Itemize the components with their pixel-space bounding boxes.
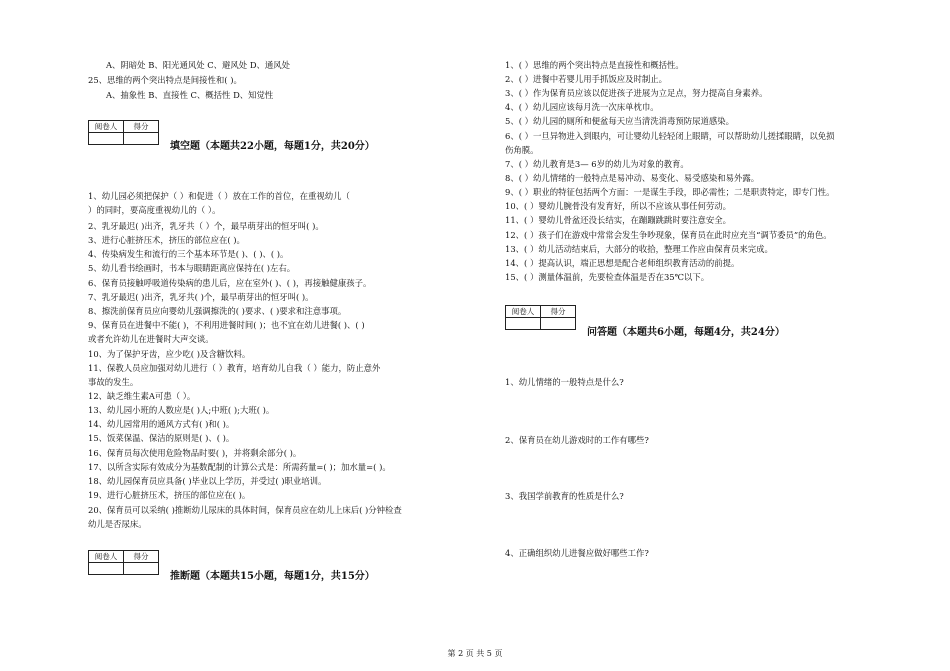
list-item: 17、以所含实际有效成分为基数配制的计算公式是：所需药量=( )；加水量=( )。: [88, 462, 391, 472]
list-item: 14、( ）提高认识，端正思想是配合老师组织教育活动的前提。: [505, 258, 740, 268]
list-item: 伤角膜。: [505, 145, 539, 155]
score-box: [505, 305, 576, 330]
section-header-fill: 填空题（本题共22小题，每题1分，共20分）: [170, 141, 375, 152]
page-number: 第 2 页 共 5 页: [447, 649, 503, 658]
list-item: 19、进行心脏挤压术，挤压的部位应在( )。: [88, 490, 251, 500]
list-item: 12、缺乏维生素A可患（ ）。: [88, 391, 196, 401]
list-item: 12、( ）孩子们在游戏中常常会发生争吵现象，保育员在此时应充当“调节委员”的角色。: [505, 230, 832, 240]
list-item: 8、擦洗前保育员应向婴幼儿强调擦洗的( )要求、( )要求和注意事项。: [88, 306, 347, 316]
list-item: 5、幼儿看书绘画时，书本与眼睛距离应保持在( )左右。: [88, 263, 296, 273]
score-label: 得分: [124, 551, 159, 563]
score-cell: [124, 133, 159, 145]
list-item: 13、幼儿园小班的人数应是( )人;中班( );大班( )。: [88, 405, 275, 415]
list-item: 事故的发生。: [88, 377, 139, 387]
list-item: 16、保育员每次使用危险物品时要( )，并将剩余部分( )。: [88, 448, 302, 458]
list-item: 13、( ）幼儿活动结束后，大部分的收拾，整理工作应由保育员来完成。: [505, 244, 773, 254]
score-cell: [541, 318, 576, 330]
list-item: 3、我国学前教育的性质是什么?: [505, 491, 624, 501]
reviewer-label: 阅卷人: [506, 306, 541, 318]
section-header-qa: 问答题（本题共6小题，每题4分，共24分）: [587, 327, 785, 338]
list-item: 15、饭菜保温、保洁的原则是( )、( )。: [88, 433, 235, 443]
list-item: 2、乳牙最迟( )出齐，乳牙共（ ）个，最早萌芽出的恒牙叫( )。: [88, 221, 324, 231]
list-item: 或者允许幼儿在进餐时大声交谈。: [88, 334, 214, 344]
question-line: 25、思维的两个突出特点是间接性和( )。: [88, 75, 242, 85]
list-item: 4、正确组织幼儿进餐应做好哪些工作?: [505, 548, 649, 558]
list-item: 1、( ）思维的两个突出特点是直接性和概括性。: [505, 60, 684, 70]
option-line: A、抽象性 B、直接性 C、概括性 D、知觉性: [106, 90, 274, 100]
score-box: [88, 120, 159, 145]
list-item: 10、( ）婴幼儿腕骨没有发育好，所以不应该从事任何劳动。: [505, 201, 731, 211]
reviewer-label: 阅卷人: [89, 121, 124, 133]
list-item: 8、( ）幼儿情绪的一般特点是易冲动、易变化、易受感染和易外露。: [505, 173, 760, 183]
section-header-judge: 推断题（本题共15小题，每题1分，共15分）: [170, 571, 375, 582]
option-line: A、阴暗处 B、阳光通风处 C、避风处 D、通风处: [106, 60, 291, 70]
list-item: 5、( ）幼儿园的厕所和便盆每天应当清洗消毒预防尿道感染。: [505, 116, 735, 126]
list-item: 6、保育员接触呼吸道传染病的患儿后，应在室外( )、( )，再接触健康孩子。: [88, 278, 372, 288]
list-item: 7、( ）幼儿教育是3— 6岁的幼儿为对象的教育。: [505, 159, 689, 169]
reviewer-cell: [506, 318, 541, 330]
score-cell: [124, 563, 159, 575]
list-item: 9、( ）职业的特征包括两个方面：一是谋生手段，即必需性；二是职责特定，即专门性。: [505, 187, 835, 197]
list-item: 14、幼儿园常用的通风方式有( )和( )。: [88, 419, 235, 429]
score-label: 得分: [541, 306, 576, 318]
score-box: [88, 550, 159, 575]
list-item: 1、幼儿情绪的一般特点是什么?: [505, 377, 624, 387]
list-item: 3、( ）作为保育员应该以促进孩子进展为立足点，努力提高自身素养。: [505, 88, 768, 98]
list-item: 7、乳牙最迟( )出齐，乳牙共( )个，最早萌芽出的恒牙叫( )。: [88, 292, 314, 302]
list-item: ）的同时，要高度重视幼儿的（ ）。: [88, 205, 221, 215]
reviewer-label: 阅卷人: [89, 551, 124, 563]
list-item: 9、保育员在进餐中不能( )，不利用进餐时间( )；也不宜在幼儿进餐( )、( ): [88, 320, 365, 330]
list-item: 11、( ）婴幼儿骨盆还没长结实，在蹦蹦跳跳时要注意安全。: [505, 215, 731, 225]
reviewer-cell: [89, 563, 124, 575]
list-item: 20、保育员可以采纳( )推断幼儿尿床的具体时间，保育员应在幼儿上床后( )分钟检查: [88, 505, 402, 515]
list-item: 幼儿是否尿床。: [88, 519, 147, 529]
list-item: 3、进行心脏挤压术，挤压的部位应在( )。: [88, 235, 245, 245]
list-item: 15、( ）测量体温前，先要检查体温是否在35℃以下。: [505, 272, 710, 282]
list-item: 2、保育员在幼儿游戏时的工作有哪些?: [505, 435, 649, 445]
list-item: 4、传染病发生和流行的三个基本环节是( )、( )、( )。: [88, 249, 289, 259]
list-item: 18、幼儿园保育员应具备( )毕业以上学历，并受过( )职业培训。: [88, 476, 327, 486]
list-item: 1、幼儿园必须把保护（ ）和促进（ ）放在工作的首位，在重视幼儿（: [88, 191, 350, 201]
list-item: 2、( ）进餐中若婴儿用手抓饭应及时制止。: [505, 74, 668, 84]
list-item: 4、( ）幼儿园应该每月洗一次床单枕巾。: [505, 102, 659, 112]
list-item: 11、保教人员应加强对幼儿进行（ ）教育，培育幼儿自我（ ）能力，防止意外: [88, 363, 381, 373]
score-label: 得分: [124, 121, 159, 133]
reviewer-cell: [89, 133, 124, 145]
list-item: 10、为了保护牙齿，应少吃( )及含糖饮料。: [88, 349, 251, 359]
list-item: 6、( ）一旦异物进入到眼内，可让婴幼儿轻轻闭上眼睛，可以帮助幼儿搓揉眼睛，以免损: [505, 131, 835, 141]
